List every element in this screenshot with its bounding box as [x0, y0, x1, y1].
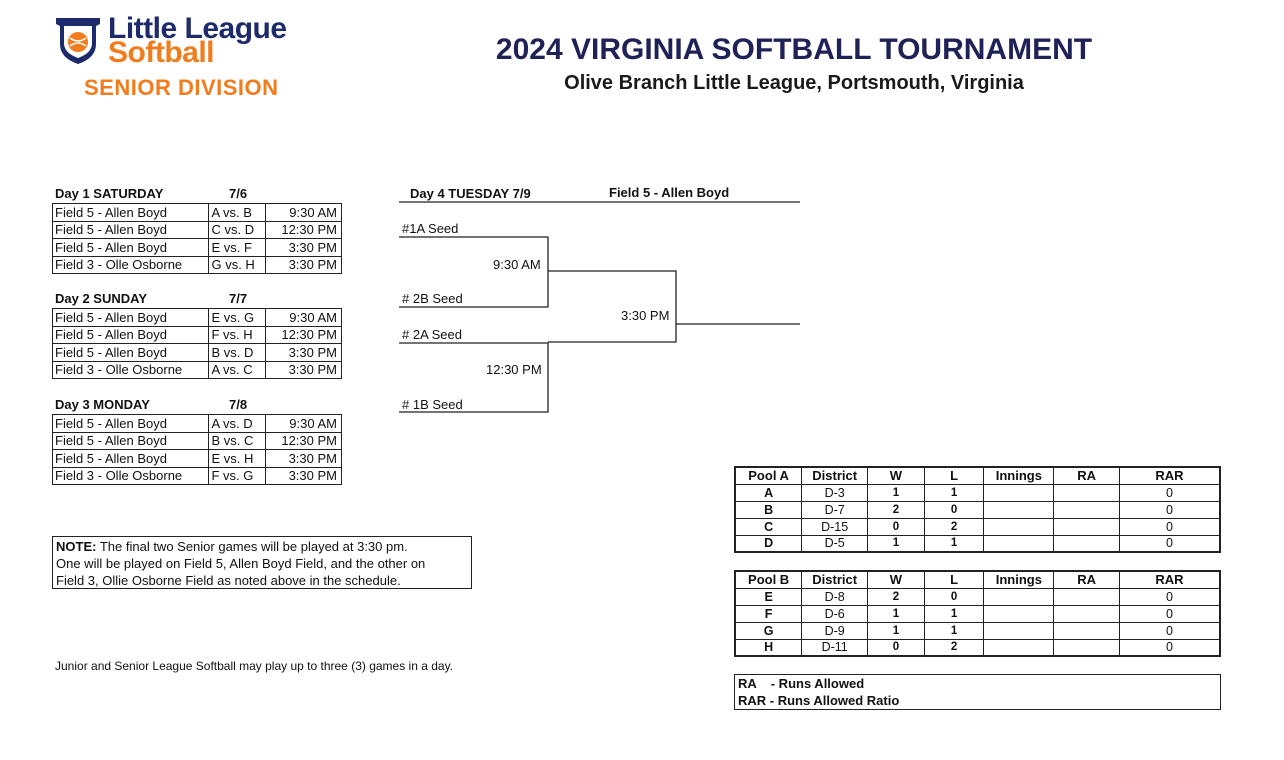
- team-cell: G: [735, 622, 802, 639]
- team-cell: B: [735, 501, 802, 518]
- game-row: [53, 361, 342, 379]
- wins-cell: 1: [868, 622, 925, 639]
- game-row: [53, 221, 342, 239]
- losses-cell: 1: [924, 535, 984, 552]
- ra-cell: [1054, 535, 1120, 552]
- wins-cell: 2: [868, 501, 925, 518]
- time-cell: 3:30 PM: [266, 467, 342, 485]
- district-cell: D-3: [802, 484, 868, 501]
- schedule-table: [52, 203, 342, 274]
- column-header: RAR: [1119, 571, 1220, 588]
- ra-cell: [1054, 639, 1120, 656]
- wins-cell: 1: [868, 605, 925, 622]
- innings-cell: [984, 535, 1054, 552]
- team-cell: D: [735, 535, 802, 552]
- field-cell: Field 5 - Allen Boyd: [53, 204, 209, 222]
- rar-cell: 0: [1119, 501, 1220, 518]
- rar-cell: 0: [1119, 588, 1220, 605]
- rar-cell: 0: [1119, 518, 1220, 535]
- time-cell: 3:30 PM: [266, 239, 342, 257]
- team-cell: H: [735, 639, 802, 656]
- table-row: [735, 484, 1220, 501]
- game-row: [53, 256, 342, 274]
- matchup-cell: E vs. H: [209, 450, 266, 468]
- note-box: [52, 536, 472, 589]
- table-row: [735, 622, 1220, 639]
- page-title: 2024 VIRGINIA SOFTBALL TOURNAMENT: [495, 33, 1093, 66]
- field-cell: Field 5 - Allen Boyd: [53, 432, 209, 450]
- semifinal-2-time: 12:30 PM: [486, 362, 542, 377]
- innings-cell: [984, 639, 1054, 656]
- district-cell: D-7: [802, 501, 868, 518]
- table-row: [735, 535, 1220, 552]
- day-name: Day 3 MONDAY: [55, 397, 150, 412]
- column-header: L: [924, 467, 984, 484]
- matchup-cell: C vs. D: [209, 221, 266, 239]
- column-header: District: [802, 467, 868, 484]
- note-label: NOTE:: [56, 539, 97, 554]
- day-3-schedule: [52, 396, 344, 485]
- district-cell: D-5: [802, 535, 868, 552]
- team-cell: A: [735, 484, 802, 501]
- division-label: SENIOR DIVISION: [84, 75, 279, 100]
- column-header: L: [924, 571, 984, 588]
- bracket-field-label: Field 5 - Allen Boyd: [609, 185, 730, 200]
- matchup-cell: E vs. F: [209, 239, 266, 257]
- seed-2a: # 2A Seed: [402, 327, 462, 342]
- wins-cell: 0: [868, 518, 925, 535]
- column-header: W: [868, 571, 925, 588]
- field-cell: Field 3 - Olle Osborne: [53, 467, 209, 485]
- ra-cell: [1054, 518, 1120, 535]
- matchup-cell: E vs. G: [209, 309, 266, 327]
- rar-cell: 0: [1119, 639, 1220, 656]
- day-date: 7/8: [229, 397, 248, 412]
- time-cell: 3:30 PM: [266, 256, 342, 274]
- wins-cell: 2: [868, 588, 925, 605]
- matchup-cell: A vs. D: [209, 415, 266, 433]
- ra-cell: [1054, 484, 1120, 501]
- column-header: W: [868, 467, 925, 484]
- seed-2b: # 2B Seed: [402, 291, 463, 306]
- column-header: Innings: [984, 571, 1054, 588]
- table-row: [735, 639, 1220, 656]
- day-date: 7/7: [229, 291, 248, 306]
- column-header: RA: [1054, 467, 1120, 484]
- wins-cell: 1: [868, 484, 925, 501]
- matchup-cell: F vs. H: [209, 326, 266, 344]
- note-line: [56, 538, 468, 555]
- legend-ra: RA - Runs Allowed: [738, 676, 865, 691]
- rar-cell: 0: [1119, 484, 1220, 501]
- final-time: 3:30 PM: [621, 308, 670, 323]
- rar-cell: 0: [1119, 605, 1220, 622]
- pool-title: Pool A: [735, 467, 802, 484]
- day-1-schedule: [52, 185, 344, 274]
- losses-cell: 1: [924, 605, 984, 622]
- game-row: [53, 344, 342, 362]
- innings-cell: [984, 501, 1054, 518]
- matchup-cell: B vs. C: [209, 432, 266, 450]
- table-row: [735, 501, 1220, 518]
- field-cell: Field 5 - Allen Boyd: [53, 239, 209, 257]
- day-name: Day 2 SUNDAY: [55, 291, 148, 306]
- losses-cell: 0: [924, 501, 984, 518]
- field-cell: Field 3 - Olle Osborne: [53, 256, 209, 274]
- field-cell: Field 5 - Allen Boyd: [53, 344, 209, 362]
- day-header: [52, 185, 344, 203]
- day-date: 7/6: [229, 186, 248, 201]
- matchup-cell: G vs. H: [209, 256, 266, 274]
- note-text: The final two Senior games will be played at 3:30 pm.: [99, 539, 408, 554]
- field-cell: Field 5 - Allen Boyd: [53, 326, 209, 344]
- day-header: [52, 396, 344, 414]
- time-cell: 12:30 PM: [266, 432, 342, 450]
- ra-cell: [1054, 501, 1120, 518]
- column-header: Innings: [984, 467, 1054, 484]
- district-cell: D-6: [802, 605, 868, 622]
- district-cell: D-11: [802, 639, 868, 656]
- table-row: [735, 518, 1220, 535]
- table-row: [735, 605, 1220, 622]
- district-cell: D-9: [802, 622, 868, 639]
- pool-b-standings: [734, 570, 1221, 657]
- innings-cell: [984, 622, 1054, 639]
- page-subtitle: Olive Branch Little League, Portsmouth, Virginia: [564, 72, 1024, 94]
- innings-cell: [984, 484, 1054, 501]
- day-name: Day 1 SATURDAY: [55, 186, 164, 201]
- time-cell: 9:30 AM: [266, 415, 342, 433]
- innings-cell: [984, 588, 1054, 605]
- note-line: One will be played on Field 5, Allen Boyd Field, and the other on: [56, 556, 426, 571]
- game-row: [53, 415, 342, 433]
- seed-1b: # 1B Seed: [402, 397, 463, 412]
- column-header: RAR: [1119, 467, 1220, 484]
- field-cell: Field 5 - Allen Boyd: [53, 450, 209, 468]
- field-cell: Field 5 - Allen Boyd: [53, 221, 209, 239]
- day-4-bracket: [396, 180, 806, 420]
- team-cell: F: [735, 605, 802, 622]
- time-cell: 9:30 AM: [266, 204, 342, 222]
- game-row: [53, 432, 342, 450]
- innings-cell: [984, 518, 1054, 535]
- game-row: [53, 309, 342, 327]
- pool-title: Pool B: [735, 571, 802, 588]
- table-header-row: [735, 467, 1220, 484]
- time-cell: 9:30 AM: [266, 309, 342, 327]
- time-cell: 3:30 PM: [266, 361, 342, 379]
- ra-cell: [1054, 605, 1120, 622]
- note-line: Field 3, Ollie Osborne Field as noted above in the schedule.: [56, 573, 401, 588]
- schedule-table: [52, 308, 342, 379]
- bracket-day-label: Day 4 TUESDAY 7/9: [410, 186, 531, 201]
- legend-rar: RAR - Runs Allowed Ratio: [738, 693, 900, 708]
- abbreviation-legend: [734, 674, 1221, 710]
- table-row: [735, 588, 1220, 605]
- day-header: [52, 290, 344, 308]
- wins-cell: 1: [868, 535, 925, 552]
- game-row: [53, 450, 342, 468]
- field-cell: Field 5 - Allen Boyd: [53, 309, 209, 327]
- game-row: [53, 326, 342, 344]
- losses-cell: 2: [924, 639, 984, 656]
- field-cell: Field 5 - Allen Boyd: [53, 415, 209, 433]
- matchup-cell: F vs. G: [209, 467, 266, 485]
- column-header: District: [802, 571, 868, 588]
- matchup-cell: B vs. D: [209, 344, 266, 362]
- field-cell: Field 3 - Olle Osborne: [53, 361, 209, 379]
- matchup-cell: A vs. B: [209, 204, 266, 222]
- losses-cell: 1: [924, 622, 984, 639]
- rar-cell: 0: [1119, 622, 1220, 639]
- column-header: RA: [1054, 571, 1120, 588]
- schedule-table: [52, 414, 342, 485]
- ra-cell: [1054, 622, 1120, 639]
- team-cell: C: [735, 518, 802, 535]
- game-row: [53, 239, 342, 257]
- district-cell: D-15: [802, 518, 868, 535]
- time-cell: 3:30 PM: [266, 344, 342, 362]
- losses-cell: 1: [924, 484, 984, 501]
- game-row: [53, 204, 342, 222]
- semifinal-1-time: 9:30 AM: [493, 257, 541, 272]
- time-cell: 12:30 PM: [266, 221, 342, 239]
- losses-cell: 2: [924, 518, 984, 535]
- time-cell: 3:30 PM: [266, 450, 342, 468]
- innings-cell: [984, 605, 1054, 622]
- pool-a-standings: [734, 466, 1221, 553]
- games-per-day-footnote: Junior and Senior League Softball may play up to three (3) games in a day.: [55, 659, 454, 673]
- rar-cell: 0: [1119, 535, 1220, 552]
- ra-cell: [1054, 588, 1120, 605]
- table-header-row: [735, 571, 1220, 588]
- logo-line-1: Little League: [108, 12, 287, 45]
- district-cell: D-8: [802, 588, 868, 605]
- game-row: [53, 467, 342, 485]
- logo-line-2: Softball: [108, 36, 214, 69]
- matchup-cell: A vs. C: [209, 361, 266, 379]
- losses-cell: 0: [924, 588, 984, 605]
- team-cell: E: [735, 588, 802, 605]
- seed-1a: #1A Seed: [402, 221, 459, 236]
- day-2-schedule: [52, 290, 344, 379]
- time-cell: 12:30 PM: [266, 326, 342, 344]
- wins-cell: 0: [868, 639, 925, 656]
